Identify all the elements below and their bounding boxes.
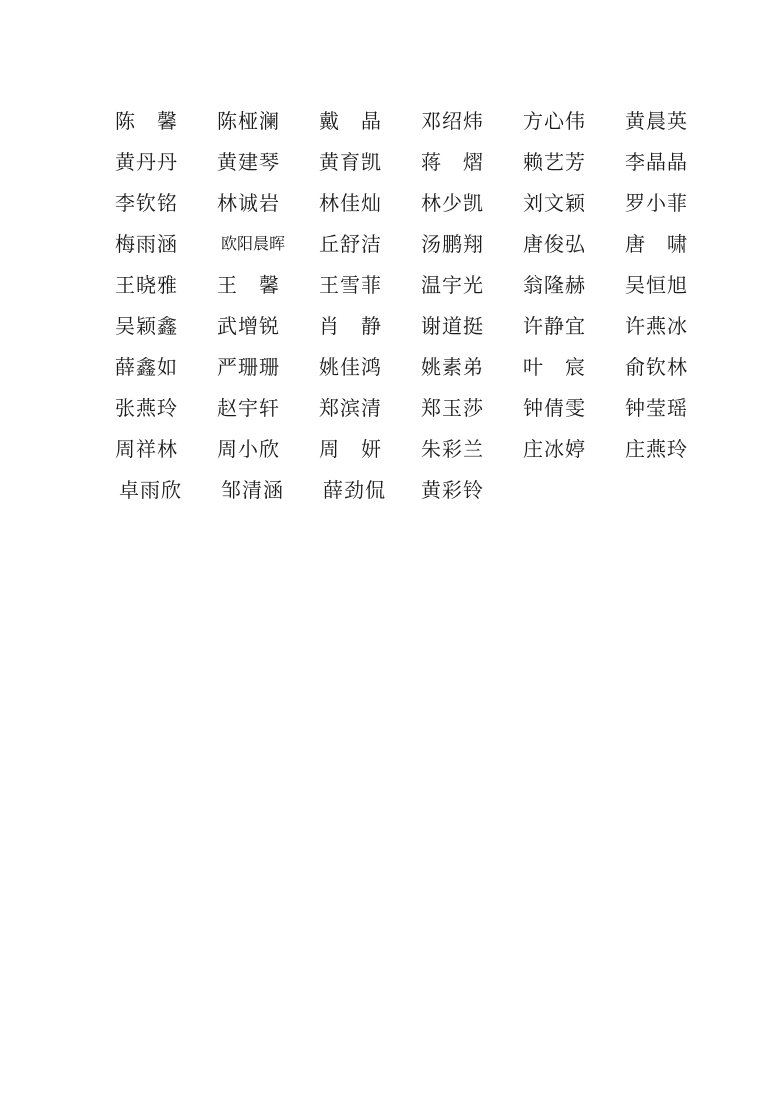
student-name: 薛劲侃 <box>323 477 386 502</box>
student-name: 俞钦林 <box>625 354 688 379</box>
student-name: 卓雨欣 <box>119 477 182 502</box>
student-name: 肖 静 <box>319 313 382 338</box>
student-name: 陈 馨 <box>115 108 178 133</box>
student-name: 丘舒洁 <box>319 231 382 256</box>
student-name: 叶 宸 <box>523 354 586 379</box>
student-name: 黄晨英 <box>625 108 688 133</box>
student-name: 严珊珊 <box>217 354 280 379</box>
student-name: 钟莹瑶 <box>625 395 688 420</box>
student-name: 汤鹏翔 <box>421 231 484 256</box>
student-name: 许静宜 <box>523 313 586 338</box>
student-name: 唐俊弘 <box>523 231 586 256</box>
student-name: 李晶晶 <box>625 149 688 174</box>
student-name: 谢道挺 <box>421 313 484 338</box>
student-name: 陈桠澜 <box>217 108 280 133</box>
student-name: 张燕玲 <box>115 395 178 420</box>
student-name: 黄丹丹 <box>115 149 178 174</box>
student-name: 周小欣 <box>217 436 280 461</box>
student-name: 邹清涵 <box>221 477 284 502</box>
student-name: 李钦铭 <box>115 190 178 215</box>
student-name: 周祥林 <box>115 436 178 461</box>
student-name: 武增锐 <box>217 313 280 338</box>
student-name: 欧阳晨晖 <box>221 233 286 253</box>
student-name: 钟倩雯 <box>523 395 586 420</box>
student-name: 郑玉莎 <box>421 395 484 420</box>
student-name: 庄燕玲 <box>625 436 688 461</box>
student-name: 周 妍 <box>319 436 382 461</box>
student-name: 姚佳鸿 <box>319 354 382 379</box>
student-name: 梅雨涵 <box>115 231 178 256</box>
student-name: 郑滨清 <box>319 395 382 420</box>
name-list <box>115 100 715 510</box>
student-name: 薛鑫如 <box>115 354 178 379</box>
student-name: 温宇光 <box>421 272 484 297</box>
student-name: 翁隆赫 <box>523 272 586 297</box>
student-name: 邓绍炜 <box>421 108 484 133</box>
student-name: 黄建琴 <box>217 149 280 174</box>
student-name: 刘文颖 <box>523 190 586 215</box>
student-name: 黄彩铃 <box>421 477 484 502</box>
student-name: 唐 啸 <box>625 231 688 256</box>
student-name: 黄育凯 <box>319 149 382 174</box>
student-name: 王晓雅 <box>115 272 178 297</box>
student-name: 方心伟 <box>523 108 586 133</box>
student-name: 许燕冰 <box>625 313 688 338</box>
student-name: 林诚岩 <box>217 190 280 215</box>
student-name: 朱彩兰 <box>421 436 484 461</box>
student-name: 林佳灿 <box>319 190 382 215</box>
student-name: 王雪菲 <box>319 272 382 297</box>
student-name: 姚素弟 <box>421 354 484 379</box>
student-name: 庄冰婷 <box>523 436 586 461</box>
student-name: 吴恒旭 <box>625 272 688 297</box>
student-name: 王 馨 <box>217 272 280 297</box>
student-name: 赖艺芳 <box>523 149 586 174</box>
student-name: 林少凯 <box>421 190 484 215</box>
student-name: 吴颖鑫 <box>115 313 178 338</box>
student-name: 戴 晶 <box>319 108 382 133</box>
student-name: 罗小菲 <box>625 190 688 215</box>
student-name: 蒋 熠 <box>421 149 484 174</box>
student-name: 赵宇轩 <box>217 395 280 420</box>
